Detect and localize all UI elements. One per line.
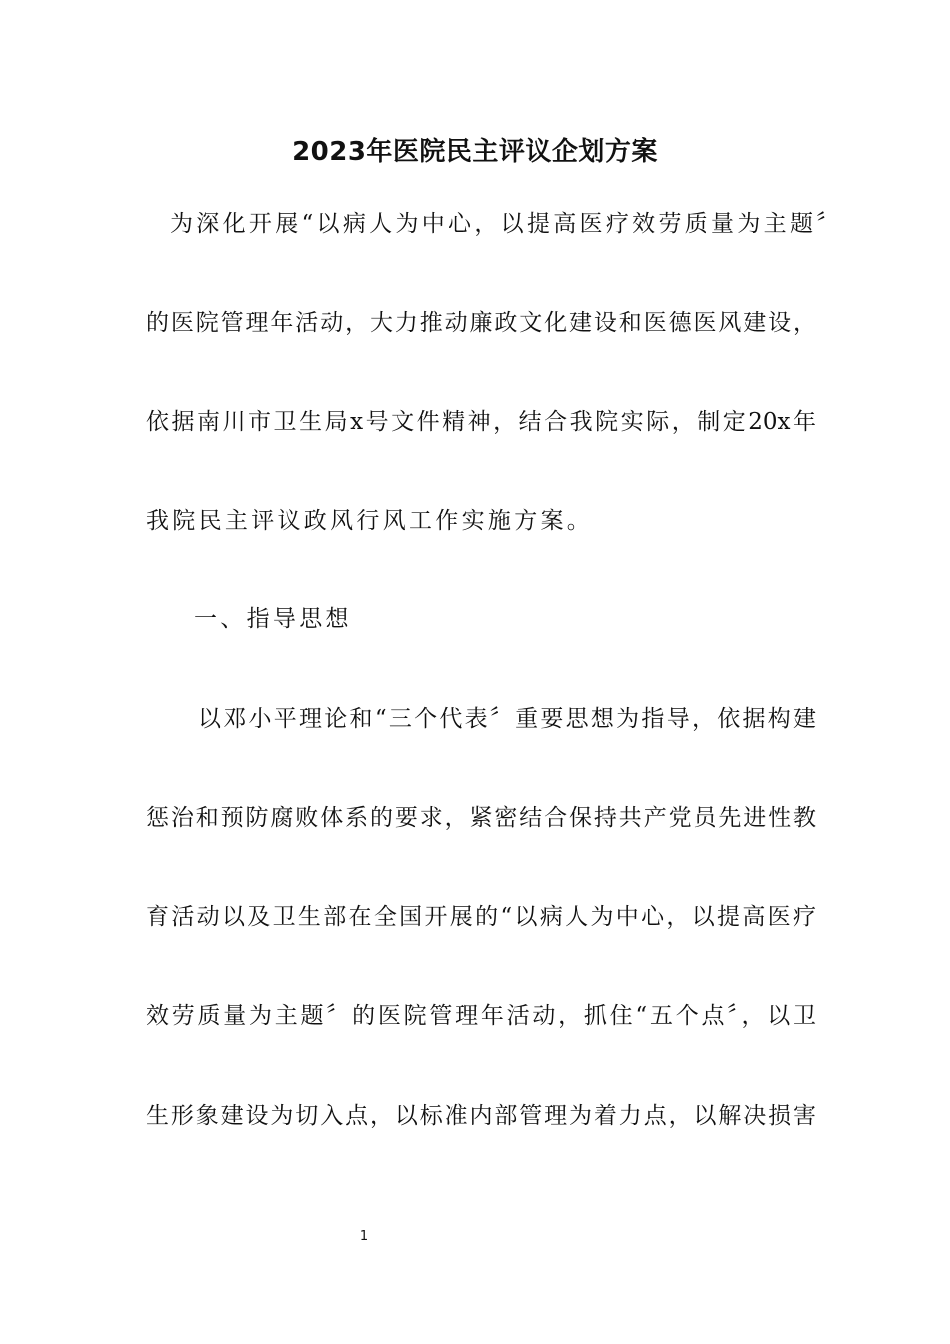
- paragraph-line: 以邓小平理论和“三个代表〞重要思想为指导，依据构建: [198, 706, 816, 732]
- paragraph-line: 生形象建设为切入点，以标准内部管理为着力点，以解决损害: [146, 1103, 816, 1129]
- document-title: 2023年医院民主评议企划方案: [292, 137, 658, 167]
- paragraph-line: 育活动以及卫生部在全国开展的“以病人为中心，以提高医疗: [146, 904, 816, 930]
- page-number: 1: [359, 1229, 369, 1244]
- paragraph-line: 效劳质量为主题〞的医院管理年活动，抓住“五个点〞，以卫: [146, 1003, 816, 1029]
- section-heading: 一、指导思想: [194, 606, 352, 632]
- paragraph-line: 惩治和预防腐败体系的要求，紧密结合保持共产党员先进性教: [146, 805, 816, 831]
- paragraph-line: 的医院管理年活动，大力推动廉政文化建设和医德医风建设，: [146, 310, 816, 336]
- paragraph-line: 依据南川市卫生局x号文件精神，结合我院实际，制定20x年: [146, 409, 816, 435]
- paragraph-line: 我院民主评议政风行风工作实施方案。: [146, 508, 594, 534]
- paragraph-line: 为深化开展“以病人为中心，以提高医疗效劳质量为主题〞: [170, 211, 843, 237]
